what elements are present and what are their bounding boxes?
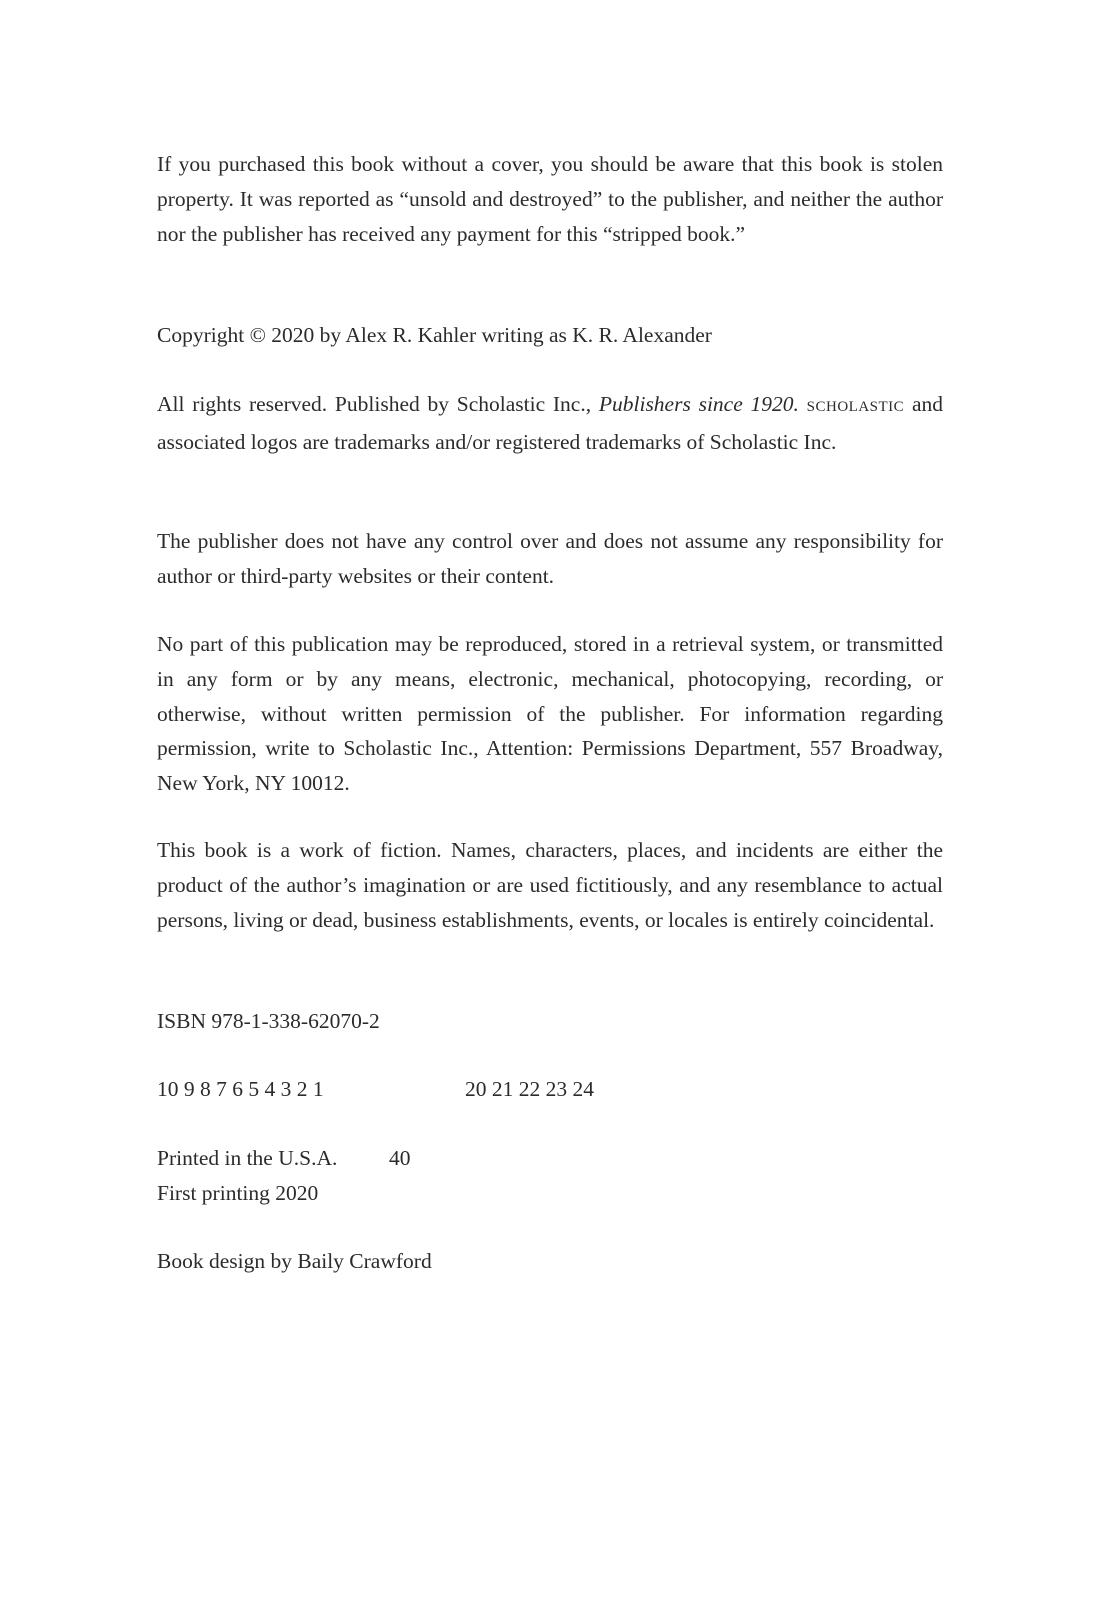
printer-code: 40 [389, 1146, 411, 1170]
trademark-statement: and associated logos are trademarks and/or registered trademarks of Scholastic Inc. [157, 392, 943, 454]
fiction-notice: This book is a work of fiction. Names, characters, places, and incidents are either the product of the author’s imagination or are used fictitiously, and any resemblance to actual persons, living or dead, business establishments, events, or locales is entirely coincidental. [157, 838, 943, 932]
printed-in-line [157, 1141, 943, 1176]
stripped-book-notice: If you purchased this book without a cover, you should be aware that this book is stolen property. It was reported as “unsold and destroyed” to the publisher, and neither the author nor the publisher has received any payment for this “stripped book.” [157, 152, 943, 246]
publishers-since-italic: Publishers since 1920. [598, 392, 799, 416]
publisher-control-notice: The publisher does not have any control over and does not assume any responsibility for author or third-party websites or their content. [157, 529, 943, 588]
scholastic-trademark-name: SCHOLASTIC [806, 399, 905, 415]
reproduction-notice: No part of this publication may be reproduced, stored in a retrieval system, or transmitted in any form or by any means, electronic, mechanical, photocopying, recording, or otherwise, without written permission of the publisher. For information regarding permission, write to Scholastic Inc., Attention: Permissions Department, 557 Broadway, New York, NY 10012. [157, 632, 943, 796]
printing-line [157, 1072, 943, 1107]
printing-years: 20 21 22 23 24 [465, 1077, 594, 1101]
isbn-line: ISBN 978-1-338-62070-2 [157, 1009, 380, 1033]
first-printing-line: First printing 2020 [157, 1181, 319, 1205]
printed-in-country: Printed in the U.S.A. [157, 1146, 338, 1170]
book-design-credit: Book design by Baily Crawford [157, 1249, 432, 1273]
copyright-line: Copyright © 2020 by Alex R. Kahler writing as K. R. Alexander [157, 323, 712, 347]
rights-lead: All rights reserved. Published by Scholastic Inc., [157, 392, 599, 416]
printing-numbers: 10 9 8 7 6 5 4 3 2 1 [157, 1077, 324, 1101]
rights-reserved-paragraph [157, 387, 943, 460]
